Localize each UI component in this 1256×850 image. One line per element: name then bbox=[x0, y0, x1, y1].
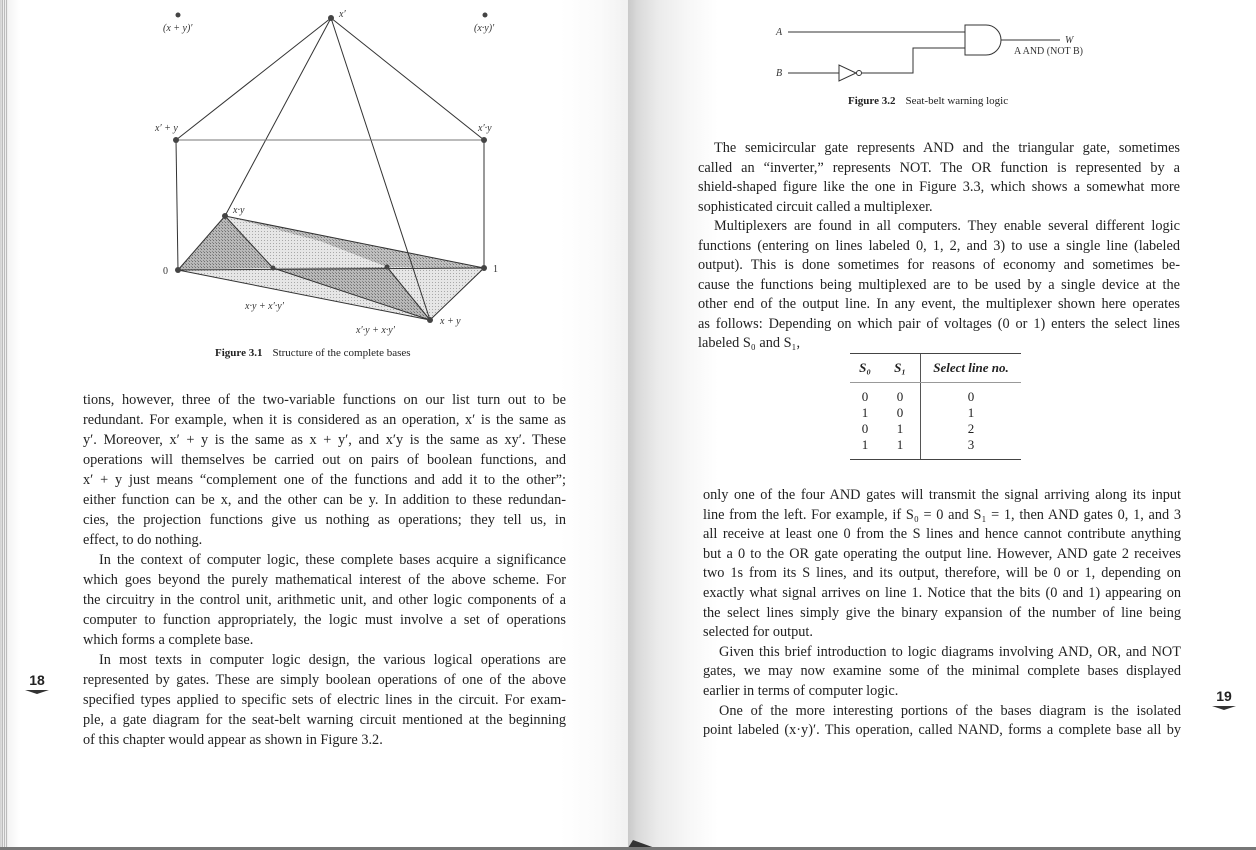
paragraph bbox=[703, 486, 1181, 643]
paragraph bbox=[83, 550, 566, 650]
vertex-xplusy bbox=[427, 317, 433, 323]
label-top-left: (x + y)′ bbox=[163, 23, 193, 34]
text-line: redundant. For example, when it is considered as an operation, x′ is the same as bbox=[83, 412, 566, 428]
text-line: y′. Moreover, x′ + y is the same as x + y′, and x′y is the same as xy′. These bbox=[83, 432, 566, 448]
table-row bbox=[850, 421, 1021, 437]
label-top-right: (x·y)′ bbox=[474, 23, 495, 34]
paragraph bbox=[703, 643, 1181, 702]
vertex-1 bbox=[481, 265, 487, 271]
right-body-text-top bbox=[698, 139, 1180, 354]
right-body-text-bottom bbox=[703, 486, 1181, 741]
text-line: output). This is done sometimes for reasons of economy and sometimes be- bbox=[698, 257, 1180, 273]
vertex-xprime bbox=[328, 15, 334, 21]
label-right-vertex: 1 bbox=[493, 264, 498, 275]
page-number-left bbox=[22, 672, 52, 694]
text-line: only one of the four AND gates will transmit the signal arriving along its input bbox=[703, 487, 1181, 503]
text-line: but a 0 to the OR gate operating the output line. However, AND gate 2 receives bbox=[703, 545, 1181, 562]
header-select-line: Select line no. bbox=[921, 354, 1022, 383]
vertex-xy-prime bbox=[483, 13, 488, 18]
text-line: other end of the output line. In any event, the multiplexer shown here operates bbox=[698, 296, 1180, 312]
text-line: functions (entering on lines labeled 0, 1, 2, and 3) to use a single line (labeled bbox=[698, 237, 1180, 254]
label-output-w: W bbox=[1065, 35, 1074, 46]
text-line: selected for output. bbox=[703, 624, 813, 641]
cell: 1 bbox=[896, 421, 904, 436]
text-line: labeled S₀ and S₁, bbox=[698, 335, 801, 351]
cell: 0 bbox=[921, 383, 1022, 406]
vertex-xprimey bbox=[481, 137, 487, 143]
label-inner-top: x·y bbox=[233, 205, 245, 216]
edge-xprime-to-xy bbox=[225, 18, 331, 216]
vertex-xprimeplusy bbox=[173, 137, 179, 143]
table-row bbox=[850, 437, 1021, 460]
header-s1: S₁ bbox=[880, 354, 921, 383]
text-line: One of the more interesting portions of the bases diagram is the isolated bbox=[719, 702, 1181, 719]
text-line: the select lines simply give the binary expansion of the number of line being bbox=[703, 604, 1181, 621]
text-line: which forms a complete base. bbox=[83, 632, 254, 648]
text-line: gates, we may now examine some of the minimal complete bases displayed bbox=[703, 663, 1181, 680]
paragraph bbox=[703, 702, 1181, 741]
cell: 0 bbox=[861, 389, 869, 404]
label-bottom-1: x·y + x′·y′ bbox=[245, 301, 284, 312]
text-line: specified types applied to specific sets of electric lines in the circuit. For exam- bbox=[83, 692, 566, 708]
table-row bbox=[850, 383, 1021, 406]
text-line: the circuitry in the control unit, arithmetic unit, and other logic components of a bbox=[83, 592, 566, 608]
page-number-text: 19 bbox=[1216, 688, 1232, 704]
cell: 1 bbox=[921, 405, 1022, 421]
label-bottom-2: x′·y + x·y′ bbox=[356, 325, 395, 336]
select-line-table bbox=[850, 353, 1021, 460]
edge-xprime-to-xprimey bbox=[331, 18, 484, 140]
figure-3-1-bases-diagram bbox=[0, 0, 628, 360]
page-number-right bbox=[1209, 688, 1239, 710]
cell: 2 bbox=[921, 421, 1022, 437]
text-line: x′ + y just means “complement one of the functions and add it to the other”; bbox=[83, 472, 566, 488]
table-header-row bbox=[850, 354, 1021, 383]
cell: 3 bbox=[921, 437, 1022, 460]
not-gate-icon bbox=[839, 65, 856, 81]
vertex-xplusy-prime bbox=[176, 13, 181, 18]
text-line: represented by gates. These are simply boolean operations of one of the above bbox=[83, 672, 566, 688]
page-number-text: 18 bbox=[29, 672, 45, 688]
text-line: either function can be x, and the other can be y. In addition to these redundan- bbox=[83, 492, 566, 508]
text-line: cies, the projection functions give us nothing as operations; they tell us, in bbox=[83, 512, 566, 528]
page-marker-icon bbox=[25, 690, 49, 694]
vertex-mid-1 bbox=[271, 266, 276, 271]
edge-xprime-to-xprimeplusy bbox=[176, 18, 331, 140]
paragraph bbox=[698, 139, 1180, 217]
label-left-vertex: 0 bbox=[163, 266, 168, 277]
text-line: operations will themselves be carried out on pairs of boolean functions, and bbox=[83, 452, 566, 468]
text-line: Multiplexers are found in all computers. They enable several different logic bbox=[714, 218, 1180, 234]
wire-not-to-and bbox=[862, 48, 965, 73]
cell: 1 bbox=[850, 437, 880, 460]
cell: 0 bbox=[896, 405, 904, 420]
paragraph bbox=[83, 390, 566, 550]
text-line: which goes beyond the purely mathematical interest of the above scheme. For bbox=[83, 572, 566, 588]
text-line: called an “inverter,” represents NOT. The OR function is represented by a bbox=[698, 159, 1180, 176]
header-s0: S₀ bbox=[850, 354, 880, 383]
not-gate-bubble bbox=[857, 71, 862, 76]
text-line: earlier in terms of computer logic. bbox=[703, 682, 899, 699]
text-line: shield-shaped figure like the one in Figure 3.3, which shows a somewhat more bbox=[698, 179, 1180, 195]
label-mid-left: x′ + y bbox=[155, 123, 178, 134]
text-line: of this chapter would appear as shown in Figure 3.2. bbox=[83, 732, 383, 748]
text-line: In the context of computer logic, these complete bases acquire a significance bbox=[99, 552, 566, 568]
cell: 0 bbox=[861, 421, 869, 436]
text-line: ple, a gate diagram for the seat-belt warning circuit mentioned at the beginning bbox=[83, 712, 566, 728]
page-marker-icon bbox=[1212, 706, 1236, 710]
paragraph bbox=[698, 217, 1180, 354]
text-line: sophisticated circuit called a multiplexer. bbox=[698, 198, 933, 215]
left-body-text bbox=[83, 390, 566, 750]
paragraph bbox=[83, 650, 566, 750]
text-line: In most texts in computer logic design, the various logical operations are bbox=[99, 652, 566, 668]
text-line: Given this brief introduction to logic diagrams involving AND, OR, and NOT bbox=[719, 643, 1181, 660]
text-line: two 1s from its S lines, and its output, therefore, will be 0 or 1, depending on bbox=[703, 565, 1181, 582]
figure-3-1-caption bbox=[215, 347, 411, 359]
table-row bbox=[850, 405, 1021, 421]
text-line: line from the left. For example, if S₀ = 0 and S₁ = 1, then AND gates 0, 1, and 3 bbox=[703, 506, 1181, 523]
text-line: point labeled (x·y)′. This operation, called NAND, forms a complete base all by bbox=[703, 722, 1181, 739]
vertex-xy bbox=[222, 213, 228, 219]
text-line: effect, to do nothing. bbox=[83, 532, 203, 548]
cell: 1 bbox=[880, 437, 921, 460]
caption-number: Figure 3.2 bbox=[848, 95, 896, 107]
vertex-mid-2 bbox=[385, 265, 390, 270]
text-line: cause the functions being multiplexed are to be used by a single device at the bbox=[698, 276, 1180, 293]
right-page bbox=[628, 0, 1256, 850]
text-line: tions, however, three of the two-variable functions on our list turn out to be bbox=[83, 392, 566, 408]
cell: 1 bbox=[861, 405, 869, 420]
label-input-a: A bbox=[776, 27, 783, 38]
and-gate-icon bbox=[965, 25, 1001, 55]
text-line: computer to function appropriately, the logic must involve a set of operations bbox=[83, 612, 566, 628]
caption-text: Seat-belt warning logic bbox=[905, 95, 1009, 107]
caption-number: Figure 3.1 bbox=[215, 347, 263, 359]
label-bottom-right: x + y bbox=[440, 316, 461, 327]
text-line: The semicircular gate represents AND and the triangular gate, sometimes bbox=[714, 140, 1180, 156]
text-line: as follows: Depending on which pair of voltages (0 or 1) enters the select lines bbox=[698, 315, 1180, 332]
text-line: exactly what signal arrives on line 1. Notice that the bits (0 and 1) appearing on bbox=[703, 584, 1181, 601]
label-mid-right: x′·y bbox=[478, 123, 492, 134]
vertex-0 bbox=[175, 267, 181, 273]
edge-left-vertical bbox=[176, 140, 178, 270]
cell: 0 bbox=[896, 389, 904, 404]
text-line: all receive at least one 0 from the S lines and hence cannot contribute anything bbox=[703, 526, 1181, 543]
label-input-b: B bbox=[776, 68, 783, 79]
figure-3-2-caption bbox=[848, 95, 1008, 107]
label-top-center: x′ bbox=[339, 9, 346, 20]
caption-text: Structure of the complete bases bbox=[272, 347, 411, 359]
label-output-expr: A AND (NOT B) bbox=[1014, 46, 1083, 57]
